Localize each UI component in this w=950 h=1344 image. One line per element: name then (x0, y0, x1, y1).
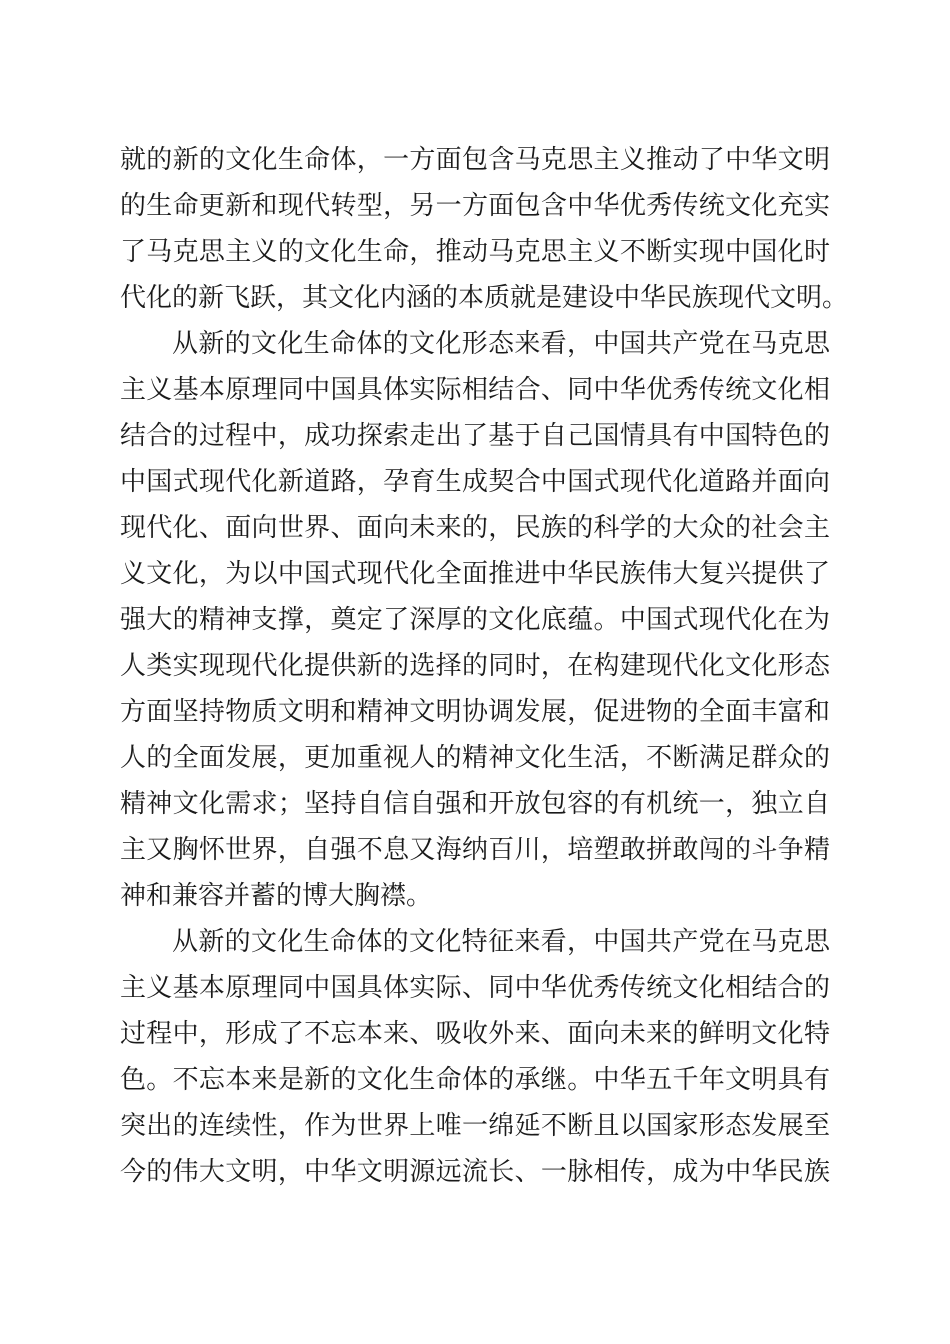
text-line: 过程中，形成了不忘本来、吸收外来、面向未来的鲜明文化特 (120, 1019, 830, 1049)
text-line: 人类实现现代化提供新的选择的同时，在构建现代化文化形态 (120, 651, 830, 681)
text-line: 主义基本原理同中国具体实际相结合、同中华优秀传统文化相 (120, 375, 830, 405)
text-line: 了马克思主义的文化生命，推动马克思主义不断实现中国化时 (120, 237, 830, 267)
text-line: 中国式现代化新道路，孕育生成契合中国式现代化道路并面向 (120, 467, 830, 497)
text-line: 方面坚持物质文明和精神文明协调发展，促进物的全面丰富和 (120, 697, 830, 727)
text-line: 义文化，为以中国式现代化全面推进中华民族伟大复兴提供了 (120, 559, 830, 589)
text-line: 结合的过程中，成功探索走出了基于自己国情具有中国特色的 (120, 421, 830, 451)
text-line: 的生命更新和现代转型，另一方面包含中华优秀传统文化充实 (120, 191, 830, 221)
text-line: 主又胸怀世界，自强不息又海纳百川，培塑敢拼敢闯的斗争精 (120, 835, 830, 865)
text-line: 今的伟大文明，中华文明源远流长、一脉相传，成为中华民族 (120, 1157, 830, 1187)
text-line: 神和兼容并蓄的博大胸襟。 (120, 881, 433, 911)
text-line: 强大的精神支撑，奠定了深厚的文化底蕴。中国式现代化在为 (120, 605, 830, 635)
text-line: 人的全面发展，更加重视人的精神文化生活，不断满足群众的 (120, 743, 830, 773)
text-line: 突出的连续性，作为世界上唯一绵延不断且以国家形态发展至 (120, 1111, 830, 1141)
body-text (120, 137, 849, 1195)
text-line: 现代化、面向世界、面向未来的，民族的科学的大众的社会主 (120, 513, 830, 543)
text-line: 代化的新飞跃，其文化内涵的本质就是建设中华民族现代文明。 (120, 283, 849, 313)
text-line: 从新的文化生命体的文化形态来看，中国共产党在马克思 (172, 329, 830, 359)
text-line: 色。不忘本来是新的文化生命体的承继。中华五千年文明具有 (120, 1065, 830, 1095)
text-line: 从新的文化生命体的文化特征来看，中国共产党在马克思 (172, 927, 830, 957)
text-line: 就的新的文化生命体，一方面包含马克思主义推动了中华文明 (120, 145, 830, 175)
text-line: 主义基本原理同中国具体实际、同中华优秀传统文化相结合的 (120, 973, 830, 1003)
text-line: 精神文化需求；坚持自信自强和开放包容的有机统一，独立自 (120, 789, 830, 819)
